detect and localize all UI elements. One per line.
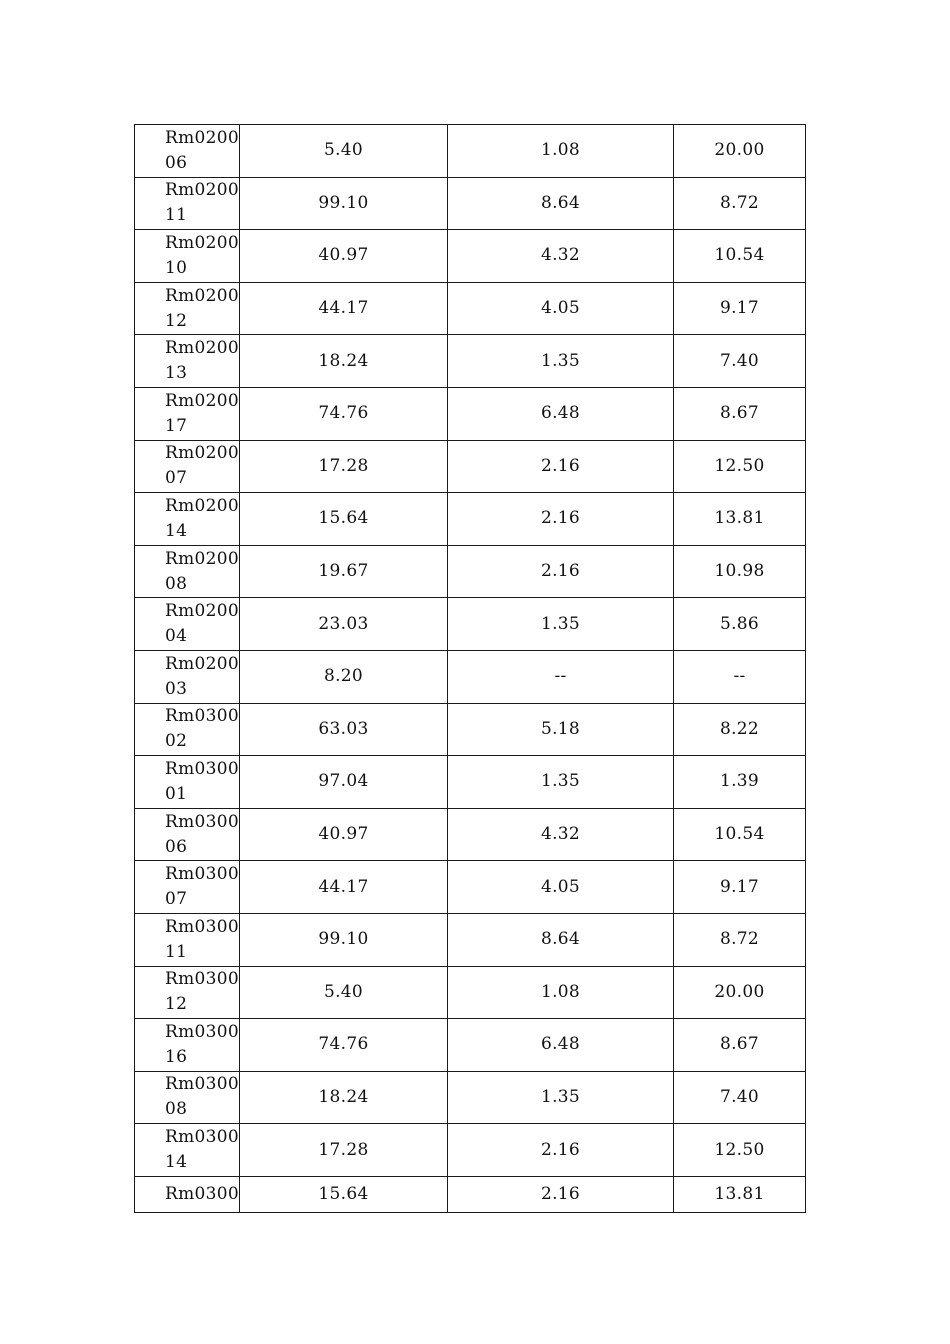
value-c-cell: 1.39 — [673, 756, 805, 809]
table-row — [135, 1176, 806, 1212]
room-id-cell: Rm0200 17 — [135, 387, 240, 440]
value-b-cell: 2.16 — [447, 440, 673, 493]
value-b-cell: 1.35 — [447, 756, 673, 809]
value-a-cell: 19.67 — [239, 545, 447, 598]
value-b-cell: 4.32 — [447, 808, 673, 861]
value-c-cell: 9.17 — [673, 282, 805, 335]
room-id-cell: Rm0200 06 — [135, 125, 240, 178]
room-id-cell: Rm0300 11 — [135, 913, 240, 966]
room-id-cell: Rm0300 12 — [135, 966, 240, 1019]
value-c-cell: 8.72 — [673, 913, 805, 966]
value-b-cell: 2.16 — [447, 1176, 673, 1212]
value-c-cell: 20.00 — [673, 966, 805, 1019]
value-b-cell: 2.16 — [447, 1124, 673, 1177]
table-row — [135, 808, 806, 861]
value-a-cell: 99.10 — [239, 177, 447, 230]
value-c-cell: 13.81 — [673, 1176, 805, 1212]
value-a-cell: 97.04 — [239, 756, 447, 809]
value-c-cell: 20.00 — [673, 125, 805, 178]
value-a-cell: 74.76 — [239, 387, 447, 440]
value-b-cell: 1.35 — [447, 335, 673, 388]
room-id-cell: Rm0300 02 — [135, 703, 240, 756]
value-b-cell: 4.05 — [447, 282, 673, 335]
table-row — [135, 966, 806, 1019]
room-id-cell: Rm0200 14 — [135, 493, 240, 546]
table-row — [135, 703, 806, 756]
table-row — [135, 177, 806, 230]
value-a-cell: 15.64 — [239, 1176, 447, 1212]
value-b-cell: 6.48 — [447, 387, 673, 440]
table-row — [135, 545, 806, 598]
value-c-cell: 8.67 — [673, 387, 805, 440]
room-id-cell: Rm0300 16 — [135, 1019, 240, 1072]
value-c-cell: -- — [673, 650, 805, 703]
value-b-cell: 4.32 — [447, 230, 673, 283]
value-b-cell: 8.64 — [447, 177, 673, 230]
value-b-cell: 1.08 — [447, 966, 673, 1019]
value-a-cell: 8.20 — [239, 650, 447, 703]
value-b-cell: 6.48 — [447, 1019, 673, 1072]
table-row — [135, 230, 806, 283]
table-row — [135, 1071, 806, 1124]
value-a-cell: 63.03 — [239, 703, 447, 756]
value-c-cell: 12.50 — [673, 440, 805, 493]
value-a-cell: 99.10 — [239, 913, 447, 966]
room-id-cell: Rm0300 08 — [135, 1071, 240, 1124]
value-a-cell: 17.28 — [239, 1124, 447, 1177]
table-row — [135, 598, 806, 651]
table-row — [135, 1124, 806, 1177]
data-table — [134, 124, 806, 1213]
value-a-cell: 40.97 — [239, 808, 447, 861]
room-id-cell: Rm0200 11 — [135, 177, 240, 230]
value-b-cell: -- — [447, 650, 673, 703]
value-a-cell: 74.76 — [239, 1019, 447, 1072]
value-b-cell: 2.16 — [447, 493, 673, 546]
value-a-cell: 5.40 — [239, 125, 447, 178]
room-id-cell: Rm0200 10 — [135, 230, 240, 283]
table-row — [135, 335, 806, 388]
value-b-cell: 1.08 — [447, 125, 673, 178]
value-c-cell: 10.98 — [673, 545, 805, 598]
table-row — [135, 756, 806, 809]
room-id-cell: Rm0200 13 — [135, 335, 240, 388]
value-b-cell: 1.35 — [447, 1071, 673, 1124]
value-c-cell: 5.86 — [673, 598, 805, 651]
value-a-cell: 18.24 — [239, 335, 447, 388]
room-id-cell: Rm0300 06 — [135, 808, 240, 861]
value-a-cell: 40.97 — [239, 230, 447, 283]
table-row — [135, 861, 806, 914]
value-b-cell: 2.16 — [447, 545, 673, 598]
value-c-cell: 13.81 — [673, 493, 805, 546]
table-row — [135, 387, 806, 440]
room-id-cell: Rm0300 — [135, 1176, 240, 1212]
value-c-cell: 8.72 — [673, 177, 805, 230]
value-c-cell: 7.40 — [673, 1071, 805, 1124]
room-id-cell: Rm0200 04 — [135, 598, 240, 651]
room-id-cell: Rm0300 01 — [135, 756, 240, 809]
value-c-cell: 9.17 — [673, 861, 805, 914]
table-row — [135, 650, 806, 703]
value-b-cell: 4.05 — [447, 861, 673, 914]
value-a-cell: 44.17 — [239, 282, 447, 335]
value-c-cell: 8.22 — [673, 703, 805, 756]
table-row — [135, 913, 806, 966]
room-id-cell: Rm0200 08 — [135, 545, 240, 598]
table-row — [135, 493, 806, 546]
value-a-cell: 15.64 — [239, 493, 447, 546]
table-body — [135, 125, 806, 1213]
value-b-cell: 5.18 — [447, 703, 673, 756]
room-id-cell: Rm0300 07 — [135, 861, 240, 914]
value-b-cell: 8.64 — [447, 913, 673, 966]
table-row — [135, 125, 806, 178]
table-row — [135, 282, 806, 335]
value-c-cell: 7.40 — [673, 335, 805, 388]
value-a-cell: 44.17 — [239, 861, 447, 914]
value-a-cell: 5.40 — [239, 966, 447, 1019]
room-id-cell: Rm0300 14 — [135, 1124, 240, 1177]
value-c-cell: 12.50 — [673, 1124, 805, 1177]
value-c-cell: 10.54 — [673, 808, 805, 861]
value-c-cell: 8.67 — [673, 1019, 805, 1072]
value-b-cell: 1.35 — [447, 598, 673, 651]
room-id-cell: Rm0200 12 — [135, 282, 240, 335]
value-a-cell: 17.28 — [239, 440, 447, 493]
value-c-cell: 10.54 — [673, 230, 805, 283]
table-row — [135, 440, 806, 493]
table-row — [135, 1019, 806, 1072]
value-a-cell: 18.24 — [239, 1071, 447, 1124]
room-id-cell: Rm0200 07 — [135, 440, 240, 493]
value-a-cell: 23.03 — [239, 598, 447, 651]
room-id-cell: Rm0200 03 — [135, 650, 240, 703]
